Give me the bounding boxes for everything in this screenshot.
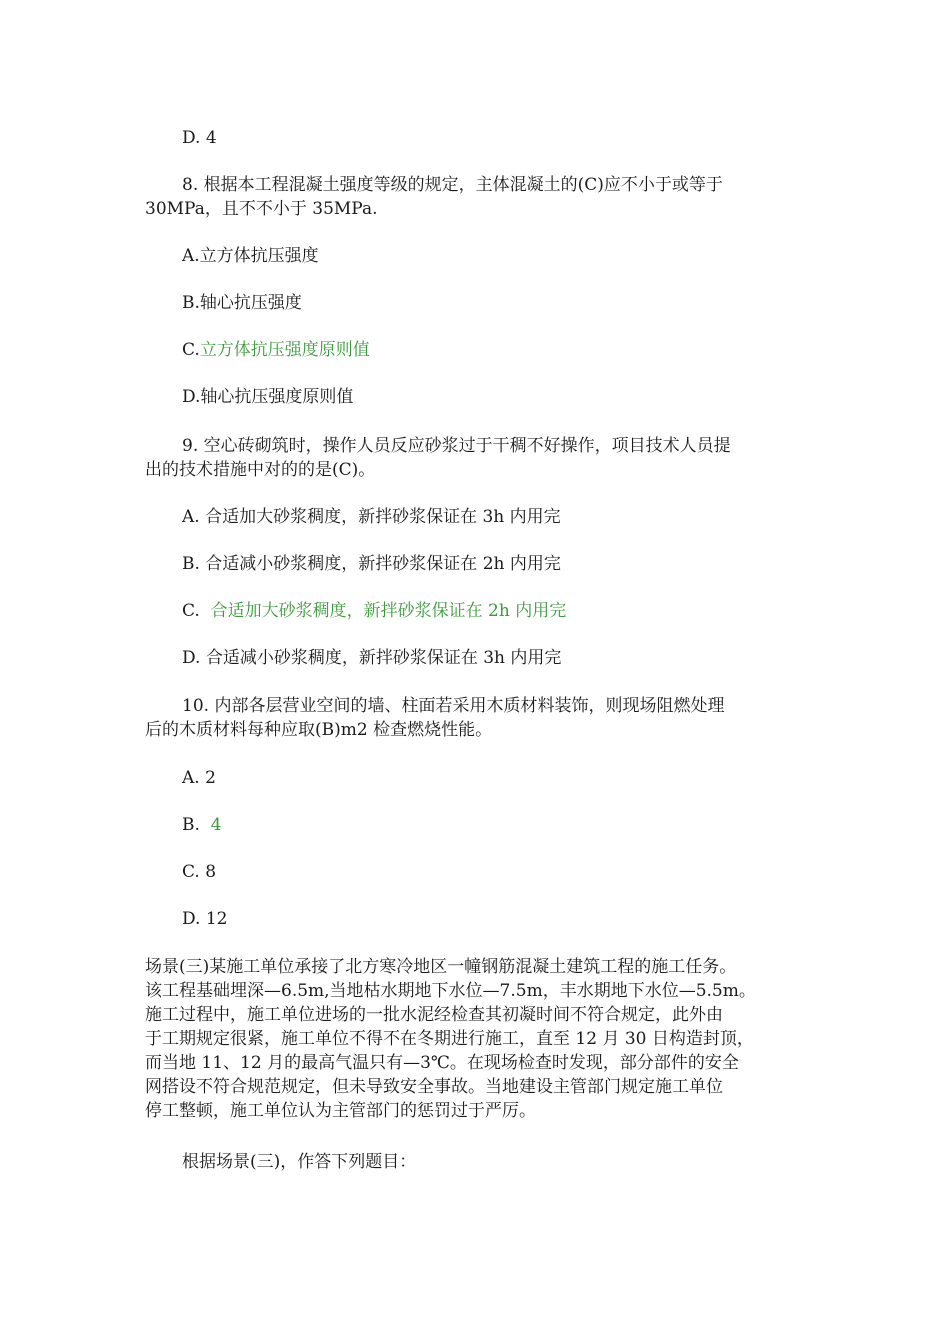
q10-option-b: [182, 813, 222, 837]
scenario3-instruction: 根据场景(三)，作答下列题目：: [182, 1152, 417, 1172]
q8-answer-highlight: 立方体抗压强度原则值: [199, 340, 370, 360]
q10-answer-highlight: 4: [210, 815, 222, 835]
q9-option-d: D. 合适减小砂浆稠度，新拌砂浆保证在 3h 内用完: [182, 648, 562, 668]
q10-option-d: D. 12: [182, 909, 228, 929]
scenario3-line3: 施工过程中，施工单位进场的一批水泥经检查其初凝时间不符合规定，此外由: [145, 1005, 723, 1025]
q10-option-c: C. 8: [182, 862, 217, 882]
scenario3-line7: 停工整顿，施工单位认为主管部门的惩罚过于严厉。: [145, 1101, 536, 1121]
q8-stem-line1: 8. 根据本工程混凝土强度等级的规定，主体混凝土的(C)应不小于或等于: [182, 175, 723, 195]
q8-stem-line2: 30MPa，且不不小于 35MPa.: [145, 199, 378, 219]
q9-stem-line1: 9. 空心砖砌筑时，操作人员反应砂浆过于干稠不好操作，项目技术人员提: [182, 436, 731, 456]
q9-option-a: A. 合适加大砂浆稠度，新拌砂浆保证在 3h 内用完: [182, 507, 561, 527]
scenario3-line5: 而当地 11、12 月的最高气温只有—3℃。在现场检查时发现，部分部件的安全: [145, 1053, 739, 1073]
q10-option-b-prefix: B.: [182, 815, 211, 835]
q8-option-a: A.立方体抗压强度: [182, 246, 319, 266]
q9-option-b: B. 合适减小砂浆稠度，新拌砂浆保证在 2h 内用完: [182, 554, 561, 574]
q10-stem-line2: 后的木质材料每种应取(B)m2 检查燃烧性能。: [145, 720, 493, 740]
scenario3-line4: 于工期规定很紧，施工单位不得不在冬期进行施工，直至 12 月 30 日构造封顶，: [145, 1029, 754, 1049]
q10-option-a: A. 2: [182, 768, 216, 788]
q8-option-c: [182, 338, 370, 362]
q8-option-c-prefix: C.: [182, 340, 200, 360]
q9-option-c: [182, 599, 566, 623]
q8-option-b: B.轴心抗压强度: [182, 293, 302, 313]
q8-option-d: D.轴心抗压强度原则值: [182, 387, 354, 407]
scenario3-line1: 场景(三)某施工单位承接了北方寒冷地区一幢钢筋混凝土建筑工程的施工任务。: [145, 957, 737, 977]
scenario3-line6: 网搭设不符合规范规定，但未导致安全事故。当地建设主管部门规定施工单位: [145, 1077, 723, 1097]
q7-option-d: D. 4: [182, 128, 217, 148]
q10-stem-line1: 10. 内部各层营业空间的墙、柱面若采用木质材料装饰，则现场阻燃处理: [182, 696, 725, 716]
q9-option-c-prefix: C.: [182, 601, 211, 621]
scenario3-line2: 该工程基础埋深—6.5m,当地枯水期地下水位—7.5m，丰水期地下水位—5.5m。: [145, 981, 756, 1001]
q9-answer-highlight: 合适加大砂浆稠度，新拌砂浆保证在 2h 内用完: [210, 601, 567, 621]
q9-stem-line2: 出的技术措施中对的的是(C)。: [145, 460, 376, 480]
